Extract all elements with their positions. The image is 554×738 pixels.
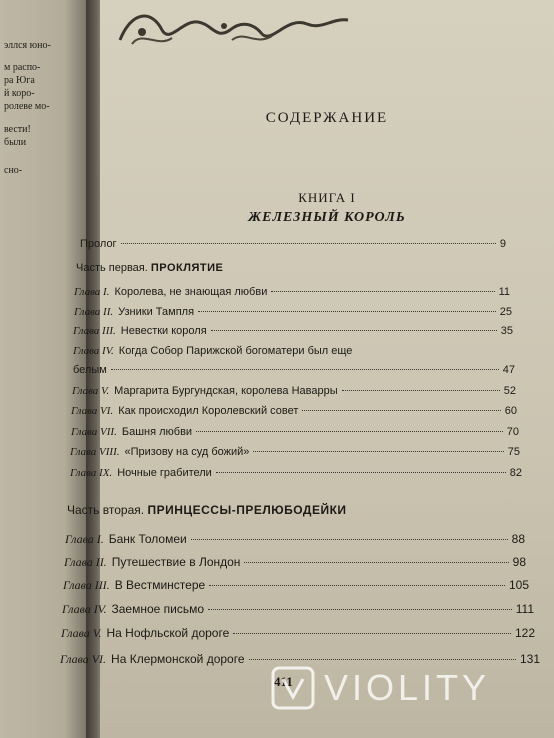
left-page-fragment: ра Юга: [4, 75, 35, 86]
part-heading: [67, 503, 347, 517]
chapter-number: Глава VI.: [71, 405, 114, 417]
chapter-number: Глава V.: [72, 385, 110, 397]
left-page-fragment: ролеве мо-: [4, 101, 50, 112]
watermark: [270, 665, 490, 711]
chapter-title: На Нофльской дороге: [106, 626, 230, 640]
chapter-page: 60: [504, 405, 517, 417]
toc-entry[interactable]: [64, 555, 526, 570]
chapter-page: 47: [502, 364, 515, 376]
toc-entry[interactable]: [73, 325, 513, 337]
toc-entry-prologue[interactable]: [80, 238, 506, 250]
chapter-title-continued: белым: [73, 364, 107, 376]
chapter-title: Как происходил Королевский совет: [118, 405, 299, 417]
chapter-title: Ночные грабители: [117, 467, 212, 479]
ornament-flourish: [112, 0, 352, 52]
dot-leader: [208, 609, 512, 610]
chapter-title: Маргарита Бургундская, королева Наварры: [114, 385, 338, 397]
dot-leader: [271, 291, 494, 292]
chapter-page: 131: [519, 652, 540, 666]
toc-entry[interactable]: [62, 602, 534, 617]
chapter-page: 25: [499, 306, 512, 318]
dot-leader: [216, 472, 506, 473]
chapter-page: 75: [507, 446, 520, 458]
left-page-fragment: эллся юно-: [4, 40, 51, 51]
toc-entry[interactable]: [63, 578, 529, 593]
chapter-number: Глава VI.: [60, 652, 107, 666]
dot-leader: [211, 330, 497, 331]
toc-entry[interactable]: [65, 532, 525, 547]
page-title: СОДЕРЖАНИЕ: [265, 110, 389, 126]
page-number: 411: [274, 674, 293, 689]
toc-entry[interactable]: [70, 446, 520, 458]
chapter-page: 82: [509, 467, 522, 479]
toc-entry[interactable]: [61, 626, 535, 641]
chapter-number: Глава IV.: [62, 602, 107, 616]
toc-entry[interactable]: [74, 306, 512, 318]
chapter-title: Когда Собор Парижской богоматери был еще: [118, 345, 353, 357]
chapter-page: 70: [506, 426, 519, 438]
chapter-number: Глава VII.: [71, 426, 117, 438]
chapter-number: Глава III.: [73, 325, 116, 337]
chapter-page: 11: [498, 286, 510, 298]
contents-page: [60, 0, 554, 738]
chapter-number: Глава I.: [65, 532, 104, 546]
dot-leader: [233, 633, 511, 634]
chapter-number: Глава I.: [74, 286, 110, 298]
dot-leader: [111, 369, 499, 370]
chapter-title: На Клермонской дороге: [111, 652, 245, 666]
chapter-title: Банк Толомеи: [108, 532, 187, 546]
chapter-page: 35: [500, 325, 513, 337]
chapter-title: Узники Тампля: [118, 306, 195, 318]
chapter-page: 111: [515, 602, 534, 616]
left-page-fragment: сно-: [4, 165, 23, 176]
chapter-page: 98: [512, 555, 526, 569]
dot-leader: [342, 390, 500, 391]
part-title: ПРИНЦЕССЫ-ПРЕЛЮБОДЕЙКИ: [147, 503, 347, 517]
chapter-title: Путешествие в Лондон: [111, 555, 241, 569]
violity-logo-icon: [270, 665, 316, 711]
chapter-title: Королева, не знающая любви: [114, 286, 268, 298]
watermark-text: VIOLITY: [324, 667, 491, 708]
book-title: ЖЕЛЕЗНЫЙ КОРОЛЬ: [248, 210, 406, 225]
toc-entry[interactable]: [70, 467, 522, 479]
book-label: КНИГА I: [298, 190, 356, 205]
chapter-title: В Вестминстере: [114, 578, 206, 592]
chapter-title: Заемное письмо: [111, 602, 205, 616]
part-label: Часть вторая.: [67, 503, 145, 517]
chapter-number: Глава II.: [64, 555, 107, 569]
chapter-page: 52: [503, 385, 516, 397]
toc-entry-page: 9: [499, 238, 506, 250]
part-label: Часть первая.: [76, 262, 148, 274]
chapter-page: 88: [511, 532, 525, 546]
chapter-number: Глава V.: [61, 626, 102, 640]
part-title: ПРОКЛЯТИЕ: [150, 262, 224, 274]
chapter-number: Глава IX.: [70, 467, 113, 479]
dot-leader: [198, 311, 496, 312]
chapter-page: 122: [514, 626, 535, 640]
chapter-number: Глава III.: [63, 578, 110, 592]
toc-entry[interactable]: [72, 385, 516, 397]
dot-leader: [302, 410, 500, 411]
chapter-title: Невестки короля: [120, 325, 207, 337]
toc-entry[interactable]: [71, 426, 519, 438]
left-page-fragment: й коро-: [4, 88, 35, 99]
dot-leader: [253, 451, 503, 452]
chapter-page: 105: [508, 578, 529, 592]
toc-entry[interactable]: [71, 405, 517, 417]
dot-leader: [249, 659, 516, 660]
left-page-fragment: м распо-: [4, 62, 41, 73]
chapter-title: «Призову на суд божий»: [124, 446, 250, 458]
part-heading: [76, 262, 223, 274]
chapter-number: Глава IV.: [73, 345, 114, 357]
toc-entry-title: Пролог: [80, 238, 117, 250]
toc-entry[interactable]: [73, 345, 513, 357]
chapter-number: Глава II.: [74, 306, 114, 318]
chapter-number: Глава VIII.: [70, 446, 120, 458]
toc-entry-continuation[interactable]: [73, 364, 515, 376]
dot-leader: [121, 243, 496, 244]
dot-leader: [244, 562, 508, 563]
left-page-fragment: вести!: [4, 124, 31, 135]
dot-leader: [191, 539, 508, 540]
toc-entry[interactable]: [74, 286, 510, 298]
dot-leader: [209, 585, 505, 586]
left-page-fragment: были: [4, 137, 27, 148]
dot-leader: [196, 431, 503, 432]
chapter-title: Башня любви: [121, 426, 193, 438]
